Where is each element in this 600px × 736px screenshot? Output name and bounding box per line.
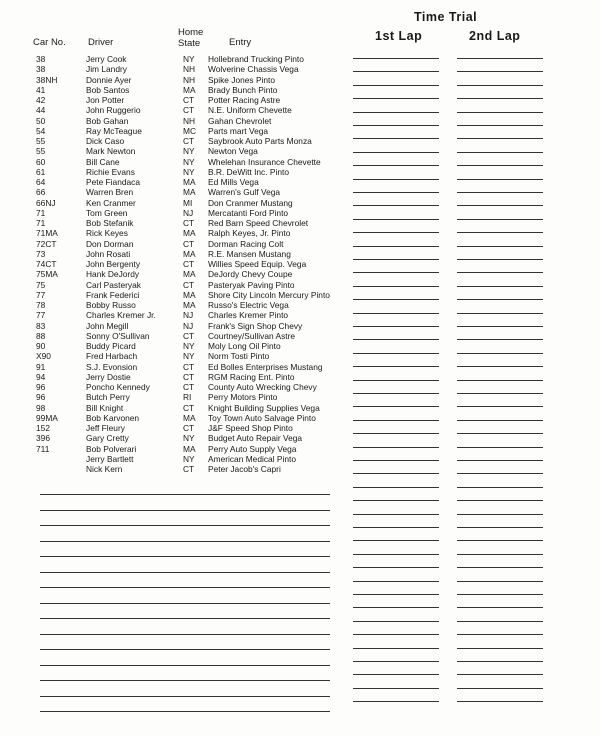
lap1-time-line <box>353 259 439 260</box>
car-number: 38NH <box>36 74 58 85</box>
time-trial-title: Time Trial <box>414 10 478 24</box>
home-state: NY <box>183 166 195 177</box>
car-number: 44 <box>36 105 46 116</box>
driver-name: Richie Evans <box>86 166 135 177</box>
driver-name: Dick Caso <box>86 136 125 146</box>
lap2-time-line <box>457 701 543 702</box>
lap1-time-line <box>353 219 439 220</box>
lap1-time-line <box>353 674 439 675</box>
driver-name: Frank Federici <box>86 289 140 300</box>
driver-name: Bob Stefanik <box>86 218 134 228</box>
lap2-time-line <box>457 326 543 327</box>
home-state: MA <box>183 84 196 95</box>
lap1-header: 1st Lap <box>375 29 423 43</box>
car-number: 152 <box>36 423 50 433</box>
driver-name: Mark Newton <box>86 146 136 157</box>
lap2-time-line <box>457 661 543 662</box>
home-state: CT <box>183 330 195 341</box>
entry-name: Ralph Keyes, Jr. Pinto <box>208 228 291 239</box>
lap2-time-line <box>457 447 543 448</box>
blank-entry-line <box>40 634 330 635</box>
car-number: 60 <box>36 156 46 167</box>
entry-name: Potter Racing Astre <box>208 95 281 105</box>
driver-name: Bob Karvonen <box>86 412 140 423</box>
lap2-time-line <box>457 58 543 59</box>
lap2-time-line <box>457 634 543 635</box>
entry-name: Whelehan Insurance Chevette <box>208 156 321 167</box>
car-number: 77 <box>36 289 46 300</box>
home-state: MA <box>183 269 196 280</box>
home-state: NY <box>183 433 195 444</box>
home-state: NY <box>183 156 195 167</box>
lap1-time-line <box>353 286 439 287</box>
entry-name: American Medical Pinto <box>208 453 296 464</box>
lap1-time-line <box>353 621 439 622</box>
entry-name: Parts mart Vega <box>208 125 269 136</box>
blank-entry-line <box>40 603 330 604</box>
lap1-time-line <box>353 85 439 86</box>
entry-name: Hollebrand Trucking Pinto <box>208 54 304 64</box>
entry-name: Budget Auto Repair Vega <box>208 433 303 444</box>
lap1-time-line <box>353 594 439 595</box>
car-number: 73 <box>36 248 46 259</box>
car-number: 83 <box>36 320 46 331</box>
home-state: MA <box>183 248 196 259</box>
driver-name: Sonny O'Sullivan <box>86 330 150 341</box>
driver-name: S.J. Evonsion <box>86 361 138 372</box>
home-state: NJ <box>183 310 194 321</box>
car-number: 98 <box>36 402 46 413</box>
lap1-time-line <box>353 125 439 126</box>
lap2-time-line <box>457 527 543 528</box>
entry-name: Toy Town Auto Salvage Pinto <box>208 412 316 423</box>
lap2-time-line <box>457 272 543 273</box>
home-state: NY <box>183 453 195 464</box>
driver-name: Don Dorman <box>86 238 134 249</box>
home-state: CT <box>183 136 195 146</box>
entry-name: Spike Jones Pinto <box>208 74 276 85</box>
driver-name: Bob Polverari <box>86 443 137 454</box>
lap2-time-line <box>457 406 543 407</box>
lap1-time-line <box>353 487 439 488</box>
entry-name: B.R. DeWitt Inc. Pinto <box>208 166 289 177</box>
lap2-time-line <box>457 473 543 474</box>
lap2-time-line <box>457 514 543 515</box>
home-state: CT <box>183 371 195 382</box>
lap1-time-line <box>353 380 439 381</box>
lap2-time-line <box>457 594 543 595</box>
home-state: MA <box>183 443 196 454</box>
driver-name: Jon Potter <box>86 95 125 105</box>
car-number: 38 <box>36 54 46 64</box>
lap2-time-line <box>457 112 543 113</box>
blank-entry-line <box>40 525 330 526</box>
home-state: NH <box>183 115 196 126</box>
car-number: 88 <box>36 330 46 341</box>
lap2-time-line <box>457 246 543 247</box>
driver-name: Bill Cane <box>86 156 120 167</box>
car-number: 71MA <box>36 228 58 239</box>
entry-name: Willies Speed Equip. Vega <box>208 259 307 269</box>
lap2-time-line <box>457 567 543 568</box>
home-state: MC <box>183 125 197 136</box>
entry-name: Knight Building Supplies Vega <box>208 402 320 413</box>
lap1-time-line <box>353 567 439 568</box>
lap1-time-line <box>353 246 439 247</box>
home-state: MA <box>183 289 196 300</box>
driver-name: Bob Gahan <box>86 115 129 126</box>
driver-name: Bob Santos <box>86 84 130 95</box>
car-number: 42 <box>36 95 46 105</box>
car-number: 71 <box>36 218 46 228</box>
car-number: 55 <box>36 146 46 157</box>
driver-name: Jim Landry <box>86 64 127 75</box>
lap2-time-line <box>457 460 543 461</box>
home-state: NH <box>183 74 196 85</box>
blank-entry-line <box>40 649 330 650</box>
lap2-time-line <box>457 138 543 139</box>
driver-name: Ken Cranmer <box>86 197 136 208</box>
entry-name: Mercatanti Ford Pinto <box>208 207 289 218</box>
car-number: 55 <box>36 136 46 146</box>
lap2-time-line <box>457 433 543 434</box>
lap1-time-line <box>353 500 439 501</box>
lap1-time-line <box>353 554 439 555</box>
lap1-time-line <box>353 393 439 394</box>
entry-name: Wolverine Chassis Vega <box>208 64 299 75</box>
lap1-time-line <box>353 607 439 608</box>
lap2-header: 2nd Lap <box>469 29 521 43</box>
lap1-time-line <box>353 406 439 407</box>
entry-name: Ed Mills Vega <box>208 177 259 187</box>
lap2-time-line <box>457 85 543 86</box>
car-number: 64 <box>36 177 46 187</box>
lap2-time-line <box>457 353 543 354</box>
lap2-time-line <box>457 648 543 649</box>
car-number: 96 <box>36 392 46 403</box>
car-number: 61 <box>36 166 46 177</box>
home-state: CT <box>183 464 195 474</box>
lap1-time-line <box>353 353 439 354</box>
lap2-time-line <box>457 313 543 314</box>
lap1-time-line <box>353 661 439 662</box>
blank-entry-line <box>40 665 330 666</box>
entry-name: Moly Long Oil Pinto <box>208 341 281 351</box>
entry-name: Ed Bolles Enterprises Mustang <box>208 361 323 372</box>
driver-name: Buddy Picard <box>86 341 136 351</box>
home-state: MI <box>183 197 193 208</box>
blank-entry-line <box>40 696 330 697</box>
driver-name: Jeff Fleury <box>86 423 125 433</box>
lap1-time-line <box>353 581 439 582</box>
car-number: 72CT <box>36 238 57 249</box>
lap1-time-line <box>353 205 439 206</box>
driver-name: Rick Keyes <box>86 228 128 239</box>
entry-name: Charles Kremer Pinto <box>208 310 289 321</box>
home-state: RI <box>183 392 192 403</box>
blank-entry-line <box>40 572 330 573</box>
home-state: CT <box>183 382 195 392</box>
lap1-time-line <box>353 138 439 139</box>
driver-name: Jerry Cook <box>86 54 127 64</box>
car-number: 75 <box>36 279 46 290</box>
lap2-time-line <box>457 500 543 501</box>
entry-name: N.E. Uniform Chevette <box>208 105 292 116</box>
car-number: 74CT <box>36 259 57 269</box>
home-state: NY <box>183 146 195 157</box>
lap1-time-line <box>353 366 439 367</box>
lap2-time-line <box>457 205 543 206</box>
driver-name: Ray McTeague <box>86 125 142 136</box>
entry-name: Frank's Sign Shop Chevy <box>208 320 303 331</box>
entry-name: Don Cranmer Mustang <box>208 197 293 208</box>
lap2-time-line <box>457 232 543 233</box>
lap2-time-line <box>457 259 543 260</box>
car-number: 78 <box>36 300 46 310</box>
driver-name: Butch Perry <box>86 392 130 403</box>
driver-name: Hank DeJordy <box>86 269 140 280</box>
driver-name: Poncho Kennedy <box>86 382 150 392</box>
lap2-time-line <box>457 366 543 367</box>
home-state: CT <box>183 218 195 228</box>
home-state: MA <box>183 412 196 423</box>
lap1-time-line <box>353 58 439 59</box>
blank-entry-line <box>40 618 330 619</box>
lap1-time-line <box>353 339 439 340</box>
car-number: 711 <box>36 443 50 454</box>
lap1-time-line <box>353 179 439 180</box>
car-number: 75MA <box>36 269 58 280</box>
car-number: 94 <box>36 371 46 382</box>
blank-entry-line <box>40 587 330 588</box>
lap2-time-line <box>457 487 543 488</box>
home-state: CT <box>183 95 195 105</box>
lap2-time-line <box>457 554 543 555</box>
entry-name: Newton Vega <box>208 146 258 157</box>
lap1-time-line <box>353 701 439 702</box>
car-number: 66 <box>36 187 46 198</box>
lap1-time-line <box>353 326 439 327</box>
lap1-time-line <box>353 447 439 448</box>
driver-name: John Bergenty <box>86 259 141 269</box>
lap2-time-line <box>457 71 543 72</box>
driver-header: Driver <box>88 37 114 48</box>
home-state: CT <box>183 423 195 433</box>
lap2-time-line <box>457 674 543 675</box>
home-state: NJ <box>183 320 194 331</box>
car-number: 66NJ <box>36 197 56 208</box>
car-number: 91 <box>36 361 46 372</box>
entry-name: RGM Racing Ent. Pinto <box>208 371 295 382</box>
entry-name: Warren's Gulf Vega <box>208 187 281 198</box>
lap2-time-line <box>457 621 543 622</box>
home-state: NY <box>183 351 195 362</box>
blank-entry-line <box>40 510 330 511</box>
entry-name: Shore City Lincoln Mercury Pinto <box>208 289 330 300</box>
lap2-time-line <box>457 286 543 287</box>
home-header: Home <box>178 27 204 38</box>
lap1-time-line <box>353 540 439 541</box>
entry-name: Pasteryak Paving Pinto <box>208 279 295 290</box>
lap1-time-line <box>353 272 439 273</box>
entry-header: Entry <box>229 37 252 48</box>
driver-name: Jerry Dostie <box>86 371 131 382</box>
lap1-time-line <box>353 299 439 300</box>
entry-name: Red Barn Speed Chevrolet <box>208 218 309 228</box>
lap2-time-line <box>457 688 543 689</box>
driver-name: Bill Knight <box>86 402 124 413</box>
blank-entry-line <box>40 556 330 557</box>
home-state: CT <box>183 279 195 290</box>
lap1-time-line <box>353 460 439 461</box>
car-number: 99MA <box>36 412 58 423</box>
lap1-time-line <box>353 192 439 193</box>
entry-name: Brady Bunch Pinto <box>208 84 278 95</box>
home-state: MA <box>183 228 196 239</box>
lap1-time-line <box>353 232 439 233</box>
car-number: 396 <box>36 433 50 444</box>
lap2-time-line <box>457 98 543 99</box>
lap1-time-line <box>353 71 439 72</box>
blank-entry-line <box>40 711 330 712</box>
driver-name: Warren Bren <box>86 187 134 198</box>
lap1-time-line <box>353 634 439 635</box>
driver-name: Carl Pasteryak <box>86 279 141 290</box>
car-number: 71 <box>36 207 46 218</box>
entry-name: Perry Motors Pinto <box>208 392 278 403</box>
lap2-time-line <box>457 219 543 220</box>
driver-name: Gary Cretty <box>86 433 129 444</box>
lap1-time-line <box>353 420 439 421</box>
blank-entry-line <box>40 541 330 542</box>
home-state: MA <box>183 187 196 198</box>
lap2-time-line <box>457 299 543 300</box>
lap2-time-line <box>457 581 543 582</box>
entry-name: DeJordy Chevy Coupe <box>208 269 293 280</box>
driver-name: Fred Harbach <box>86 351 138 362</box>
lap1-time-line <box>353 152 439 153</box>
driver-name: Nick Kern <box>86 464 123 474</box>
blank-entry-line <box>40 680 330 681</box>
state-header: State <box>178 38 201 49</box>
home-state: MA <box>183 300 196 310</box>
lap2-time-line <box>457 339 543 340</box>
lap2-time-line <box>457 179 543 180</box>
lap1-time-line <box>353 98 439 99</box>
entry-name: County Auto Wrecking Chevy <box>208 382 317 392</box>
entry-name: Peter Jacob's Capri <box>208 464 281 474</box>
home-state: CT <box>183 361 195 372</box>
lap1-time-line <box>353 473 439 474</box>
entry-name: Perry Auto Supply Vega <box>208 443 297 454</box>
car-number: 41 <box>36 84 46 95</box>
home-state: NJ <box>183 207 194 218</box>
home-state: CT <box>183 402 195 413</box>
home-state: NH <box>183 64 196 75</box>
car-no-header: Car No. <box>33 37 66 48</box>
lap1-time-line <box>353 313 439 314</box>
entry-name: Norm Tosti Pinto <box>208 351 270 362</box>
car-number: 96 <box>36 382 46 392</box>
car-number: 77 <box>36 310 46 321</box>
lap2-time-line <box>457 125 543 126</box>
entry-name: Dorman Racing Colt <box>208 238 284 249</box>
home-state: CT <box>183 259 195 269</box>
blank-entry-line <box>40 494 330 495</box>
entry-name: J&F Speed Shop Pinto <box>208 423 293 433</box>
lap1-time-line <box>353 688 439 689</box>
entry-name: Courtney/Sullivan Astre <box>208 330 296 341</box>
driver-name: John Megill <box>86 320 129 331</box>
lap1-time-line <box>353 527 439 528</box>
entry-name: Gahan Chevrolet <box>208 115 272 126</box>
lap1-time-line <box>353 648 439 649</box>
lap1-time-line <box>353 433 439 434</box>
driver-name: Charles Kremer Jr. <box>86 310 156 321</box>
lap2-time-line <box>457 152 543 153</box>
entry-name: R.E. Mansen Mustang <box>208 248 291 259</box>
car-number: 38 <box>36 64 46 75</box>
driver-name: Bobby Russo <box>86 300 136 310</box>
home-state: CT <box>183 238 195 249</box>
home-state: CT <box>183 105 195 116</box>
driver-name: Pete Fiandaca <box>86 177 141 187</box>
home-state: NY <box>183 341 195 351</box>
car-number: 50 <box>36 115 46 126</box>
home-state: NY <box>183 54 195 64</box>
lap2-time-line <box>457 540 543 541</box>
driver-name: John Ruggerio <box>86 105 141 116</box>
car-number: 54 <box>36 125 46 136</box>
lap2-time-line <box>457 165 543 166</box>
car-number: 90 <box>36 341 46 351</box>
car-number: X90 <box>36 351 51 362</box>
driver-name: Tom Green <box>86 207 128 218</box>
lap2-time-line <box>457 192 543 193</box>
driver-name: Jerry Bartlett <box>86 453 134 464</box>
entry-name: Russo's Electric Vega <box>208 300 289 310</box>
lap1-time-line <box>353 165 439 166</box>
home-state: MA <box>183 177 196 187</box>
lap1-time-line <box>353 514 439 515</box>
lap2-time-line <box>457 393 543 394</box>
lap2-time-line <box>457 380 543 381</box>
lap2-time-line <box>457 420 543 421</box>
lap1-time-line <box>353 112 439 113</box>
driver-name: Donnie Ayer <box>86 74 132 85</box>
entry-name: Saybrook Auto Parts Monza <box>208 136 312 146</box>
lap2-time-line <box>457 607 543 608</box>
driver-name: John Rosati <box>86 248 131 259</box>
